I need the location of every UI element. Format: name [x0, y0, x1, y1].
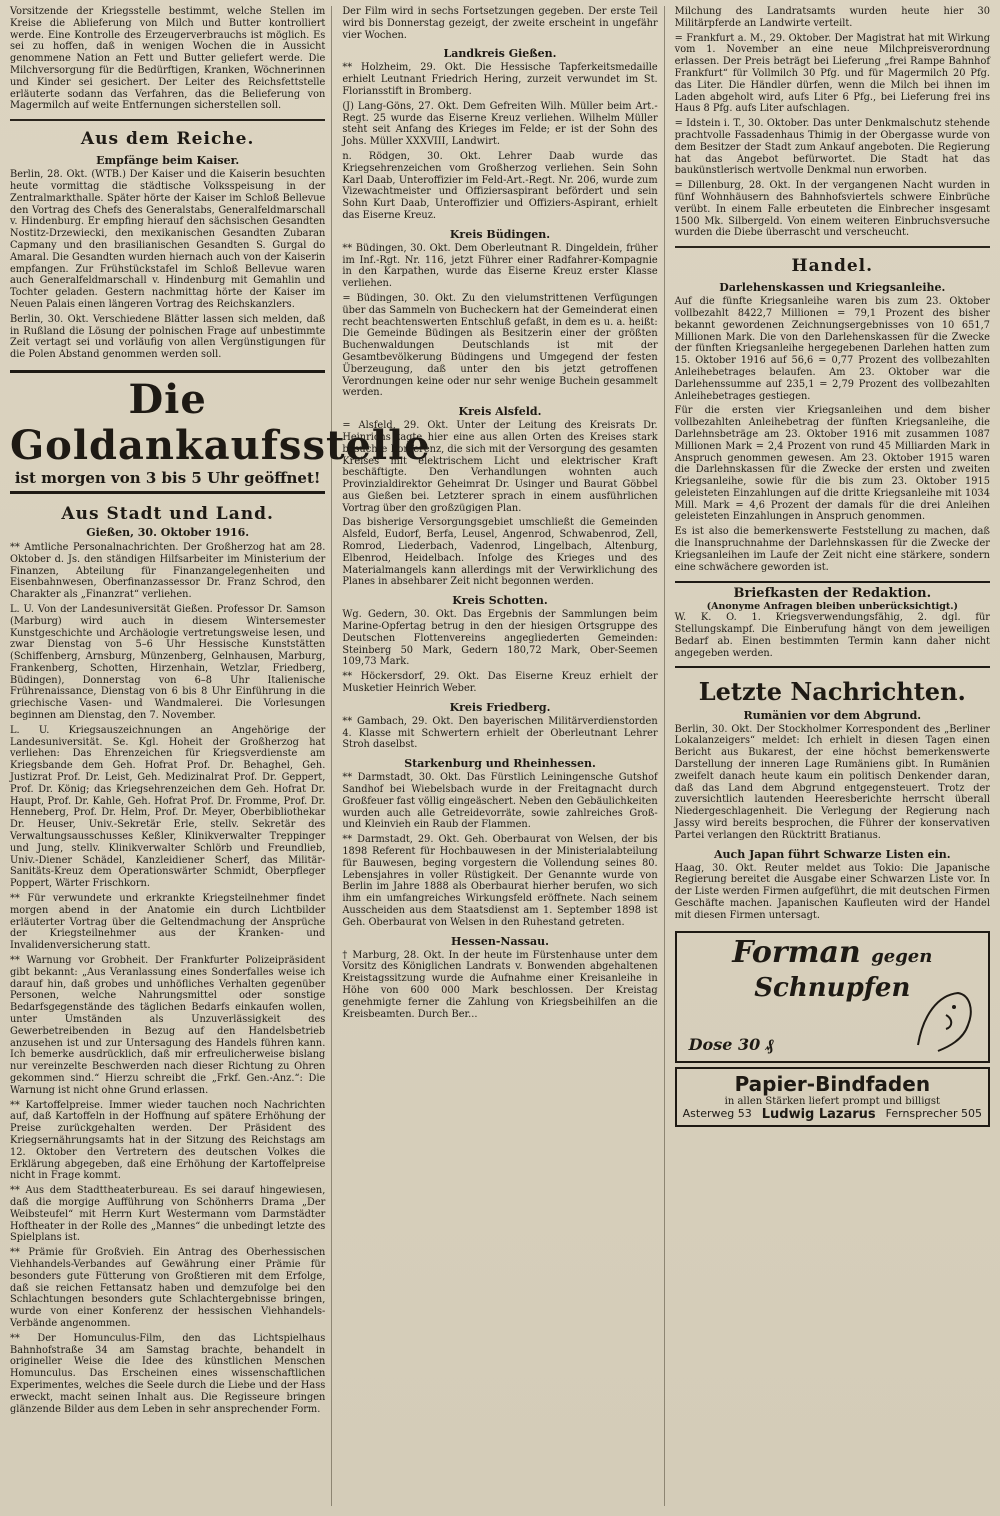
article-text: Milchung des Landratsamts wurden heute hier 30 Militärpferde an Landwirte verteilt. — [674, 6, 990, 29]
sub-heading-giessen: Landkreis Gießen. — [443, 47, 557, 61]
sub-heading-kaiser: Empfänge beim Kaiser. — [96, 154, 240, 168]
section-heading-handel: Handel. — [791, 256, 874, 277]
ad-title: Papier-Bindfaden — [734, 1071, 931, 1096]
article-text: ** Darmstadt, 30. Okt. Das Fürstlich Leiningensche Gutshof Sandhof bei Wiebelsbach wurde in der Freitagnacht durch Großfeuer fast völlig eingeäschert. Neben den Gebäulichkeiten wurden auch alle Getreidevorräte, sowie zahlreiches Groß- und Kleinvieh ein Raub der Flammen. — [342, 772, 658, 831]
article-text: ** Amtliche Personalnachrichten. Der Großherzog hat am 28. Oktober d. Js. den ständigen Hilfsarbeiter im Ministerium der Finanzen, Abteilung für Finanzangelegenheiten und Eisenbahnwesen, Oberfinanzassessor Dr. Franz Schrod, den Charakter als „Finanzrat“ verliehen. — [10, 541, 326, 601]
banner-subtitle: ist morgen von 3 bis 5 Uhr geöffnet! — [14, 468, 321, 487]
sub-heading-rumaenien: Rumänien vor dem Abgrund. — [743, 708, 922, 722]
article-text: Haag, 30. Okt. Reuter meldet aus Tokio: Die Japanische Regierung bereitet die Ausgabe einer Schwarzen Liste vor. In der Liste werden Firmen aufgeführt, die mit deutschen Firmen Geschäfte machen. Japanischen Kaufleuten wird der Handel mit diesen Firmen untersagt. — [674, 862, 990, 921]
goldankauf-banner — [10, 370, 431, 494]
article-text: = Büdingen, 30. Okt. Zu den vielumstrittenen Verfügungen über das Sammeln von Bucheckern hat der Gemeinderat einen recht beachtenswerten Entschluß gefaßt, in dem es u. a. heißt: Die Gemeinde Büdingen als Besitzerin einer der größten Buchenwaldungen Deutschlands ist mit der Gesamtbevölkerung Büdingens und Umgegend der festen Überzeugung, daß unter den bis jetzt getroffenen Verordnungen keine oder nur sehr wenige Buchein gesammelt werden. — [342, 292, 658, 399]
sub-heading-friedberg: Kreis Friedberg. — [449, 700, 551, 714]
dateline: Gießen, 30. Oktober 1916. — [86, 525, 250, 539]
sub-heading-starkenburg: Starkenburg und Rheinhessen. — [404, 757, 596, 771]
article-text: † Marburg, 28. Okt. In der heute im Fürstenhause unter dem Vorsitz des Königlichen Landrats v. Bonwenden abgehaltenen Kreistagssitzung wurde die Aufnahme einer Kreisanleihe in Höhe von 600 000 Mark beschlossen. Der Kreistag genehmigte ferner die Zahlung von Kriegsbeihilfen an die Kreisbeamten. Durch Ber... — [342, 949, 658, 1020]
sub-heading-alsfeld: Kreis Alsfeld. — [458, 405, 542, 419]
article-text: = Dillenburg, 28. Okt. In der vergangenen Nacht wurden in fünf Wohnhäusern des Bahnhofsviertels schwere Einbrüche verübt. In einem Falle erbeuteten die Einbrecher insgesamt 1500 Mk. Silbergeld. Von einem weiteren Einbruchsversuche wurden die Diebe überrascht und verscheucht. — [674, 180, 990, 239]
face-illustration-icon — [908, 985, 978, 1055]
article-text: n. Rödgen, 30. Okt. Lehrer Daab wurde das Kriegsehrenzeichen vom Großherzog verliehen. Sein Sohn Karl Daab, Unteroffizier im Feld-Art.-Regt. Nr. 206, wurde zum Vizewachtmeister und Offiziersaspirant befördert und sein Sohn Kurt Daab, Unteroffizier und Offiziers-Aspirant, erhielt das Eiserne Kreuz. — [342, 150, 658, 221]
article-text: ** Aus dem Stadttheaterbureau. Es sei darauf hingewiesen, daß die morgige Aufführung von Schönherrs Drama „Der Weibsteufel“ mit Herrn Kurt Westermann vom Darmstädter Hoftheater in der Rolle des „Mannes“ die unbedingt letzte des Spielplans ist. — [10, 1185, 326, 1244]
ad-address: Asterweg 53 — [682, 1106, 752, 1120]
sub-heading-darlehen: Darlehenskassen und Kriegsanleihe. — [719, 281, 946, 295]
article-text: ** Kartoffelpreise. Immer wieder tauchen noch Nachrichten auf, daß Kartoffeln in der Hoffnung auf spätere Erhöhung der Preise zurückgehalten werden. Der Präsident des Kriegsernährungsamts hat in der Sitzung des Reichstags am 12. Oktober den Vertretern des deutschen Volkes die Erklärung abgegeben, daß eine Erhöhung der Kartoffelpreise nicht in Frage kommt. — [10, 1099, 326, 1182]
article-text: W. K. O. 1. Kriegsverwendungsfähig, 2. dgl. für Stellungskampf. Die Einberufung hängt von dem jeweiligen Bedarf ab. Einen bestimmten Termin kann daher nicht angegeben werden. — [674, 612, 990, 659]
sub-heading-schotten: Kreis Schotten. — [452, 594, 548, 608]
sub-heading-buedingen: Kreis Büdingen. — [449, 227, 551, 241]
divider — [10, 119, 325, 121]
article-text: ** Darmstadt, 29. Okt. Geh. Oberbaurat von Welsen, der bis 1898 Referent für Hochbauwesen in der Ministerialabteilung für Bauwesen, beging vorgestern die Vollendung seines 80. Lebensjahres in voller Rüstigkeit. Der Genannte wurde von Berlin im Jahre 1888 als Oberbaurat hierher berufen, wo sich ihm ein umfangreiches Wirkungsfeld eröffnete. Nach seinem Ausscheiden aus dem Staatsdienst am 1. September 1898 ist Geh. Oberbaurat von Welsen in den Ruhestand getreten. — [342, 834, 658, 928]
ad-brand — [681, 934, 984, 973]
briefkasten-title: Briefkasten der Redaktion. — [733, 586, 932, 602]
article-text: ** Prämie für Großvieh. Ein Antrag des Oberhessischen Viehhandels-Verbandes auf Gewährung einer Prämie für besonders gute Fütterung von Großtieren mit dem Erfolge, daß sie reichen Fettansatz haben und demzufolge bei den Schlachtungen besonders gute Schlachtergebnisse bringen, wurde von einer Konferenz der hessischen Viehhandels-Verbände angenommen. — [10, 1247, 326, 1329]
article-text: Wg. Gedern, 30. Okt. Das Ergebnis der Sammlungen beim Marine-Opfertag betrug in den der hiesigen Ortsgruppe des Deutschen Flottenvereins angegliederten Gemeinden: Steinberg 50 Mark, Gedern 180,72 Mark, Ober-Seemen 109,73 Mark. — [342, 609, 658, 668]
section-heading-reich: Aus dem Reiche. — [80, 129, 255, 150]
briefkasten-note: (Anonyme Anfragen bleiben unberücksichtigt.) — [706, 601, 959, 613]
ad-price: Dose 30 ₰ — [688, 1034, 774, 1054]
ad-footer — [683, 1107, 982, 1122]
article-text: Der Film wird in sechs Fortsetzungen gegeben. Der erste Teil wird bis Donnerstag gezeigt, der zweite erscheint in ungefähr vier Wochen. — [342, 6, 658, 41]
ad-phone: Fernsprecher 505 — [885, 1106, 982, 1120]
article-text: Das bisherige Versorgungsgebiet umschließt die Gemeinden Alsfeld, Eudorf, Berfa, Leusel, Angenrod, Schwabenrod, Zell, Romrod, Liederbach, Vadenrod, Lingelbach, Altenburg, Elbenrod, Heidelbach. Infolge des Krieges und des Materialmangels kann allerdings mit der Verwirklichung des Planes in absehbarer Zeit nicht begonnen werden. — [342, 517, 658, 588]
article-text: L. U. Kriegsauszeichnungen an Angehörige der Landesuniversität. Se. Kgl. Hoheit der Großherzog hat verliehen: Das Ehrenzeichen für Kriegsverdienste am Kriegsbande dem Geh. Hofrat Prof. Dr. Behaghel, Geh. Justizrat Prof. Dr. Leist, Geh. Medizinalrat Prof. Dr. Geppert, Prof. Dr. König; das Kriegsehrenzeichen dem Geh. Hofrat Dr. Haupt, Prof. Dr. Kahle, Geh. Hofrat Prof. Dr. Fromme, Prof. Dr. Henneberg, Prof. Dr. Helm, Prof. Dr. Meyer, Oberbibliothekar Dr. Heuser, Univ.-Sekretär Erle, stellv. Sekretär des Verwaltungsausschusses Keßler, Klinikverwalter Treppinger und Jung, stellv. Klinikverwalter Schlörb und Freundlieb, Univ.-Diener Schädel, Kanzleidiener Scherf, das Militär-Sanitäts-Kreuz dem Operationswärter Schmidt, Oberpfleger Poppert, Wärter Frischkorn. — [10, 724, 326, 890]
article-text: = Frankfurt a. M., 29. Oktober. Der Magistrat hat mit Wirkung vom 1. November an eine neue Milchpreisverordnung erlassen. Der Preis beträgt bei Lieferung „frei Rampe Bahnhof Frankfurt“ für Vollmilch 30 Pfg. und für Magermilch 20 Pfg. das Liter. Die Händler dürfen, wenn die Milch bei ihnen im Laden abgeholt wird, aufs Liter 6 Pfg., bei Lieferung frei ins Haus 8 Pfg. aufs Liter aufschlagen. — [674, 32, 990, 115]
article-text: ** Der Homunculus-Film, den das Lichtspielhaus Bahnhofstraße 34 am Samstag brachte, behandelt in origineller Weise die Idee des künstlichen Menschen Homunculus. Das Erscheinen eines wissenschaftlichen Experimentes, welches die Seele durch die Liebe und der Hass erweckt, macht seinen Inhalt aus. Die Regisseure bringen glänzende Bilder aus dem Leben in sehr ansprechender Form. — [10, 1332, 326, 1415]
ad-product: Schnupfen — [754, 972, 911, 1003]
column-3 — [675, 6, 990, 1506]
column-2 — [342, 6, 664, 1506]
section-heading-stadt: Aus Stadt und Land. — [61, 503, 274, 524]
article-text: Für die ersten vier Kriegsanleihen und dem bisher vollbezahlten Anleihebetrag der fünften Kriegsanleihe, die Darlehnsbeträge am 23. Oktober 1916 mit zusammen 1087 Millionen Mark = 2,4 Prozent von rund 45 Milliarden Mark in Anspruch genommen gewesen. Am 23. Oktober 1915 waren die Darlehnskassen für die Zwecke der ersten und zweiten Kriegsanleihe, sowie für die bis zum 23. Oktober 1915 geleisteten Einzahlungen auf die dritte Kriegsanleihe mit 1034 Mill. Mark = 4,6 Prozent der damals für die drei Anleihen geleisteten Einzahlungen in Anspruch genommen. — [674, 405, 990, 523]
sub-heading-japan: Auch Japan führt Schwarze Listen ein. — [714, 847, 951, 861]
column-1 — [10, 6, 431, 1506]
papier-bindfaden-advertisement — [675, 1067, 990, 1127]
article-text: Auf die fünfte Kriegsanleihe waren bis zum 23. Oktober vollbezahlt 8422,7 Millionen = 79,1 Prozent des bisher bekannt gewordenen Zeichnungsergebnisses von 10 651,7 Millionen Mark. Die von den Darlehenskassen für die Zwecke der fünften Kriegsanleihe hergegebenen Darlehen hatten zum 15. Oktober 1916 auf 56,6 = 0,77 Prozent des vollbezahlten Anleihebetrages belaufen. Am 23. Oktober war die Darlehenssumme auf 235,1 = 2,79 Prozent des vollbezahlten Anleihebetrages gestiegen. — [674, 296, 990, 402]
ad-company: Ludwig Lazarus — [761, 1106, 876, 1122]
forman-advertisement — [675, 931, 990, 1063]
article-text: ** Holzheim, 29. Okt. Die Hessische Tapferkeitsmedaille erhielt Leutnant Friedrich Hering, zurzeit verwundet im St. Floriansstift in Bromberg. — [342, 62, 658, 97]
briefkasten-box — [675, 581, 990, 667]
divider — [675, 246, 990, 248]
article-text: ** Gambach, 29. Okt. Den bayerischen Militärverdienstorden 4. Klasse mit Schwertern erhielt der Oberleutnant Lehrer Stroh daselbst. — [342, 715, 658, 751]
article-text: Vorsitzende der Kriegsstelle bestimmt, welche Stellen im Kreise die Ablieferung von Milch und Butter kontrolliert werde. Eine Kontrolle des Erzeugerverbrauchs ist möglich. Es sei zu hoffen, daß in wenigen Wochen die in Aussicht genommene Nation an Fett und Butter geliefert werde. Die Milchversorgung für die Bedürftigen, Kranken, Wöchnerinnen und Kinder sei gesichert. Der Leiter des Reichsfettstelle erläuterte sodann das Verfahren, das die Belieferung von Magermilch auf weite Entfernungen sicherstellen soll. — [10, 6, 326, 112]
article-text: Berlin, 30. Okt. Der Stockholmer Korrespondent des „Berliner Lokalanzeigers“ meldet: Ich erhielt in diesen Tagen einen Bericht aus Bukarest, der eine höchst bemerkenswerte Darstellung der inneren Lage Rumäniens gibt. In Rumänien zweifelt danach heute kaum ein politisch Denkender daran, daß das Land dem Abgrund entgegensteuert. Trotz der zuversichtlich lautenden Heeresberichte herrscht überall Niedergeschlagenheit. Die Verlegung der Regierung nach Jassy wird bereits besprochen, die Führer der konservativen Partei verlangen den Rücktritt Bratianus. — [674, 723, 990, 841]
article-text: Es ist also die bemerkenswerte Feststellung zu machen, daß die Inanspruchnahme der Darlehnskassen für die Zwecke der Kriegsanleihen im Laufe der Zeit nicht eine stärkere, sondern eine schwächere geworden ist. — [674, 526, 990, 573]
article-text: = Idstein i. T., 30. Oktober. Das unter Denkmalschutz stehende prachtvolle Fassadenhaus Thimig in der Obergasse wurde von dem Besitzer der Stadt zum Ankauf angeboten. Die Regierung hat das Angebot befürwortet. Die Stadt hat das baukünstlerisch wertvolle Denkmal nun erworben. — [674, 118, 990, 177]
ad-gegen: gegen — [871, 945, 933, 967]
article-text: = Alsfeld, 29. Okt. Unter der Leitung des Kreisrats Dr. Heinrichs tagte hier eine aus allen Orten des Kreises stark besuchte Konferenz, die sich mit der Versorgung des gesamten Kreises mit elektrischem Licht und elektrischer Kraft beschäftigte. Den Verhandlungen wohnten auch Provinzialdirektor Geheimrat Dr. Usinger und Baurat Göbbel aus Gießen bei. Letzterer sprach in einem ausführlichen Vortrag über den großzügigen Plan. — [342, 420, 658, 514]
article-text: Berlin, 28. Okt. (WTB.) Der Kaiser und die Kaiserin besuchten heute vormittag die städtische Volksspeisung in der Zentralmarkthalle. Später hörte der Kaiser im Schloß Bellevue den Vortrag des Chefs des Generalstabs, Generalfeldmarschall v. Hindenburg. Er empfing hierauf den sächsischen Gesandten Nostitz-Drzewiecki, den mexikanischen Gesandten Zubaran Capmany und den brasilianischen Gesandten S. Gurgal do Amaral. Die Gesandten wurden hiernach auch von der Kaiserin empfangen. Zur Frühstückstafel im Schloß Bellevue waren auch Generalfeldmarschall v. Hindenburg mit Gemahlin und Tochter geladen. Gestern nachmittag hörte der Kaiser im Neuen Palais einen längeren Vortrag des Reichskanzlers. — [10, 169, 326, 310]
article-text: L. U. Von der Landesuniversität Gießen. Professor Dr. Samson (Marburg) wird auch in diesem Wintersemester Kunstgeschichte und Archäologie vertretungsweise lesen, und zwar Dienstag von 5–6 Uhr Hessische Kunststätten (Schiffenberg, Arnsburg, Münzenberg, Gelnhausen, Marburg, Frankenberg, Schotten, Hirzenhain, Wetzlar, Friedberg, Büdingen), Donnerstag von 6–8 Uhr Italienische Frührenaissance, Dienstag von 6 bis 8 Uhr Einführung in die griechische Vasen- und Wandmalerei. Die Vorlesungen beginnen am Dienstag, den 7. November. — [10, 603, 326, 722]
section-heading-news: Letzte Nachrichten. — [698, 676, 966, 706]
article-text: Berlin, 30. Okt. Verschiedene Blätter lassen sich melden, daß in Rußland die Lösung der polnischen Frage auf unbestimmte Zeit vertagt sei und vorläufig von allen Vergünstigungen für die Polen Abstand genommen werden soll. — [10, 313, 326, 361]
article-text: ** Warnung vor Grobheit. Der Frankfurter Polizeipräsident gibt bekannt: „Aus Veranlassung eines Sonderfalles weise ich darauf hin, daß grobes und unhöfliches Verhalten gegenüber Personen, welche Nahrungsmittel oder sonstige Bedarfsgegenstände des täglichen Bedarfs einkaufen wollen, unter Umständen als Unzuverlässigkeit des Gewerbetreibenden in Bezug auf den Handelsbetrieb anzusehen ist und zur Untersagung des Handels führen kann. Ich bemerke ausdrücklich, daß mir erfreulicherweise bislang nur vereinzelte Beschwerden nach dieser Richtung zu Ohren gekommen sind.“ Hierzu schreibt die „Frkf. Gen.-Anz.“: Die Warnung ist nicht ohne Grund erlassen. — [10, 955, 326, 1096]
banner-title: Die Goldankaufsstelle — [10, 375, 431, 469]
article-text: ** Höckersdorf, 29. Okt. Das Eiserne Kreuz erhielt der Musketier Heinrich Weber. — [342, 671, 658, 695]
article-text: ** Für verwundete und erkrankte Kriegsteilnehmer findet morgen abend in der Anatomie ein durch Lichtbilder erläuterter Vortrag über die Geltendmachung der Ansprüche der Kriegsteilnehmer aus der Kranken- und Invalidenversicherung statt. — [10, 893, 326, 952]
article-text: ** Büdingen, 30. Okt. Dem Oberleutnant R. Dingeldein, früher im Inf.-Rgt. Nr. 116, jetzt Führer einer Radfahrer-Kompagnie in den Karpathen, wurde das Eiserne Kreuz erster Klasse verliehen. — [342, 242, 658, 290]
ad-brand-name: Forman — [732, 934, 861, 970]
article-text: (J) Lang-Göns, 27. Okt. Dem Gefreiten Wilh. Müller beim Art.-Regt. 25 wurde das Eiserne Kreuz verliehen. Wilhelm Müller steht seit Anfang des Krieges im Felde; er ist der Sohn des Johs. Müller XXXVIII, Landwirt. — [342, 100, 658, 148]
ad-subtitle: in allen Stärken liefert prompt und billigst — [724, 1095, 940, 1107]
sub-heading-nassau: Hessen-Nassau. — [451, 934, 549, 948]
